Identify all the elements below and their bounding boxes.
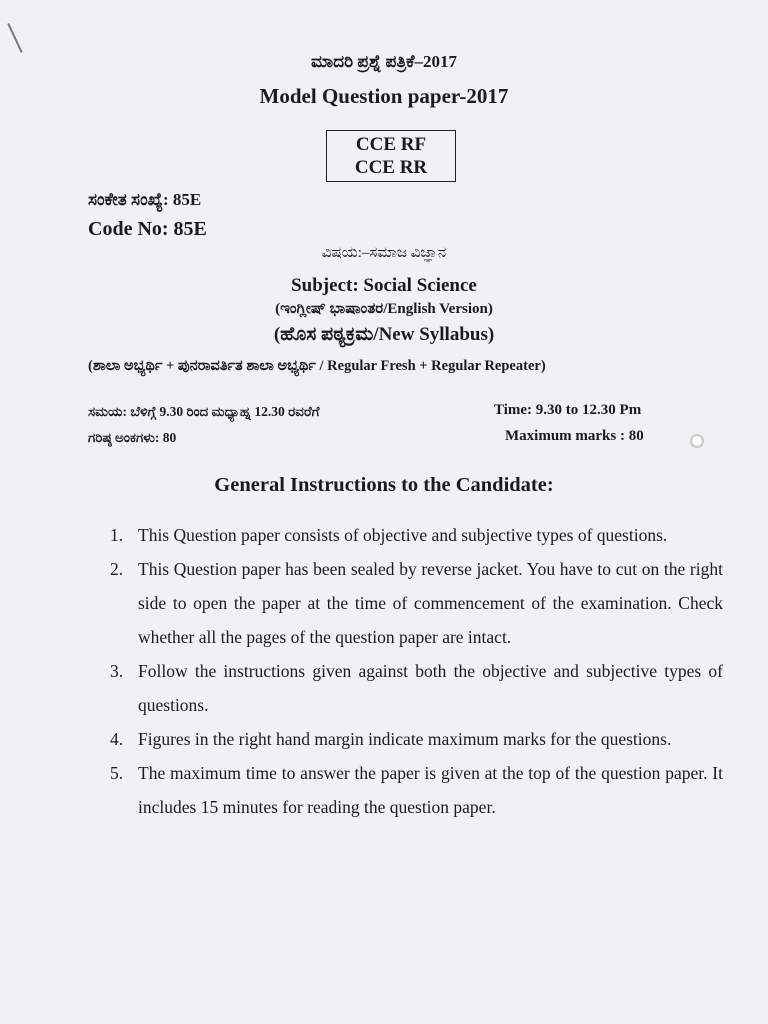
marks-kannada: ಗರಿಷ್ಠ ಅಂಕಗಳು: 80 xyxy=(88,430,177,445)
marks-english: Maximum marks : 80 xyxy=(505,428,644,444)
instruction-number: 1. xyxy=(110,525,124,545)
instruction-text: This Question paper consists of objective and subjective types of questions. xyxy=(138,525,668,545)
page-title: Model Question paper-2017 xyxy=(259,84,509,108)
instruction-text: Figures in the right hand margin indicate maximum marks for the questions. xyxy=(138,729,672,749)
code-english: Code No: 85E xyxy=(88,218,207,240)
instruction-text: This Question paper has been sealed by reverse jacket. You have to cut on the right side to open the paper at the time of commencement of the examination. Check whether all the pages of the question paper are intact. xyxy=(138,559,723,647)
time-kannada: ಸಮಯ: ಬೆಳಿಗ್ಗೆ 9.30 ರಿಂದ ಮಧ್ಯಾಹ್ನ 12.30 ರವರೆಗೆ xyxy=(88,404,320,419)
instruction-item xyxy=(110,756,723,824)
course-code-rr: CCE RR xyxy=(354,157,428,178)
course-code-rf: CCE RF xyxy=(355,134,427,155)
instruction-number: 2. xyxy=(110,559,124,579)
instruction-number: 3. xyxy=(110,661,124,681)
time-english: Time: 9.30 to 12.30 Pm xyxy=(494,402,642,418)
subject-english: Subject: Social Science xyxy=(291,275,477,296)
subject-kannada: ವಿಷಯ:–ಸಮಾಜ ವಿಜ್ಞಾನ xyxy=(321,245,447,261)
instruction-item xyxy=(110,722,723,756)
instruction-item xyxy=(110,518,723,552)
instruction-item xyxy=(110,654,723,722)
instruction-text: The maximum time to answer the paper is given at the top of the question paper. It includes 15 minutes for reading the question paper. xyxy=(138,763,723,817)
kannada-title: ಮಾದರಿ ಪ್ರಶ್ನೆ ಪತ್ರಿಕೆ–2017 xyxy=(310,52,457,71)
punch-hole xyxy=(690,434,704,448)
instruction-text: Follow the instructions given against both the objective and subjective types of questions. xyxy=(138,661,723,715)
instructions-heading: General Instructions to the Candidate: xyxy=(214,474,554,496)
syllabus-note: (ಹೊಸ ಪಠ್ಯಕ್ರಮ/New Syllabus) xyxy=(273,324,495,345)
instructions-list xyxy=(110,518,723,824)
candidate-type: (ಶಾಲಾ ಅಭ್ಯರ್ಥಿ + ಪುನರಾವರ್ತಿತ ಶಾಲಾ ಅಭ್ಯರ್ಥಿ / Regular Fresh + Regular Repeater) xyxy=(88,358,546,374)
code-kannada: ಸಂಕೇತ ಸಂಖ್ಯೆ: 85E xyxy=(88,190,202,209)
pen-mark xyxy=(7,23,22,53)
instruction-item xyxy=(110,552,723,654)
instruction-number: 4. xyxy=(110,729,124,749)
course-box xyxy=(326,130,456,182)
version-note: (ಇಂಗ್ಲೀಷ್ ಭಾಷಾಂತರ/English Version) xyxy=(275,301,493,317)
instruction-number: 5. xyxy=(110,763,124,783)
